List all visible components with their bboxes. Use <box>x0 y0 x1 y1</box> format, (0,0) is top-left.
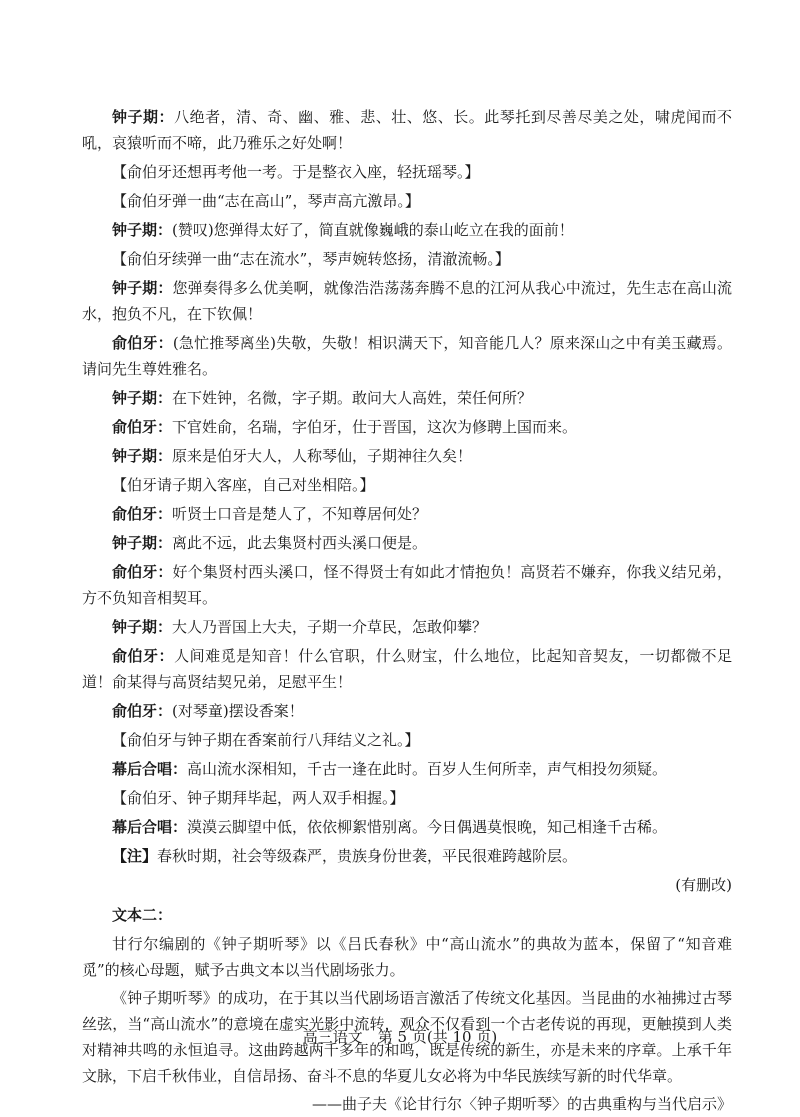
dialogue-text: 下官姓俞，名瑞，字伯牙，仕于晋国，这次为修聘上国而来。 <box>172 418 578 436</box>
dialogue-line <box>82 443 732 469</box>
essay-paragraph-2: 《钟子期听琴》的成功，在于其以当代剧场语言激活了传统文化基因。当昆曲的水袖拂过古琴丝弦，当“高山流水”的意境在虚实光影中流转，观众不仅看到一个古老传说的再现，更触摸到人类对精神共鸣的永恒追寻。这曲跨越两千多年的和鸣，既是传统的新生，亦是未来的序章。上承千年文脉，下启千秋伟业，自信昂扬、奋斗不息的华夏儿女必将为中华民族续写新的时代华章。 <box>82 989 732 1085</box>
speaker-colon: ： <box>157 505 173 523</box>
attribution: ——曲子夫《论甘行尔〈钟子期听琴〉的古典重构与当代启示》 <box>311 1095 732 1113</box>
dialogue-text: (赞叹)您弹得太好了，简直就像巍峨的泰山屹立在我的面前！ <box>172 221 574 239</box>
dialogue-line <box>82 104 732 156</box>
stage-direction <box>82 188 732 214</box>
script-text <box>82 104 732 869</box>
speaker-name: 钟子期 <box>112 618 158 636</box>
dialogue-text: 大人乃晋国上大夫，子期一介草民，怎敢仰攀？ <box>172 618 488 636</box>
speaker-colon: ： <box>172 760 188 778</box>
speaker-name: 钟子期 <box>112 221 158 239</box>
speaker-name: 钟子期 <box>112 534 158 552</box>
speaker-colon: ： <box>157 334 173 352</box>
speaker-name: 钟子期 <box>112 389 158 407</box>
dialogue-line <box>82 385 732 411</box>
footnote <box>82 843 732 869</box>
stage-direction-text: 【俞伯牙续弹一曲“志在流水”，琴声婉转悠扬，清澈流畅。】 <box>112 250 510 268</box>
dialogue-line <box>82 559 732 611</box>
dialogue-text: 好个集贤村西头溪口，怪不得贤士有如此才情抱负！高贤若不嫌弃，你我义结兄弟，方不负知音相契耳。 <box>82 563 732 607</box>
stage-direction-text: 【俞伯牙弹一曲“志在高山”，琴声高亢激昂。】 <box>112 192 420 210</box>
essay-paragraph-1: 甘行尔编剧的《钟子期听琴》以《吕氏春秋》中“高山流水”的典故为蓝本，保留了“知音难觅”的核心母题，赋予古典文本以当代剧场张力。 <box>82 935 732 979</box>
dialogue-text: 人间难觅是知音！什么官职，什么财宝，什么地位，比起知音契友，一切都微不足道！俞某得与高贤结契兄弟，足慰平生！ <box>82 647 732 691</box>
speaker-colon: ： <box>158 108 175 126</box>
stage-direction-text: 【俞伯牙还想再考他一考。于是整衣入座，轻抚瑶琴。】 <box>112 163 480 181</box>
speaker-name: 幕后合唱 <box>112 760 173 778</box>
dialogue-line <box>82 275 732 327</box>
dialogue-line <box>82 530 732 556</box>
speaker-name: 俞伯牙 <box>112 647 159 665</box>
source-note: (有删改) <box>675 876 732 894</box>
speaker-colon: ： <box>157 563 173 581</box>
stage-direction <box>82 246 732 272</box>
speaker-name: 钟子期 <box>112 447 158 465</box>
speaker-colon: ： <box>158 647 175 665</box>
speaker-name: 俞伯牙 <box>112 563 158 581</box>
speaker-colon: ： <box>157 221 173 239</box>
document-body <box>82 104 732 1117</box>
dialogue-text: 您弹奏得多么优美啊，就像浩浩荡荡奔腾不息的江河从我心中流过，先生志在高山流水，抱负不凡，在下钦佩！ <box>82 279 732 323</box>
dialogue-text: 漠漠云脚望中低，依依柳絮惜别离。今日偶遇莫恨晚，知己相逢千古稀。 <box>187 818 668 836</box>
stage-direction-text: 【俞伯牙、钟子期拜毕起，两人双手相握。】 <box>112 789 405 807</box>
speaker-colon: ： <box>157 418 173 436</box>
dialogue-line <box>82 501 732 527</box>
dialogue-line <box>82 217 732 243</box>
dialogue-text: 原来是伯牙大人，人称琴仙，子期神往久矣！ <box>172 447 473 465</box>
dialogue-text: 高山流水深相知，千古一逢在此时。百岁人生何所幸，声气相投勿须疑。 <box>187 760 668 778</box>
speaker-colon: ： <box>157 618 173 636</box>
dialogue-line <box>82 643 732 695</box>
dialogue-text: 八绝者，清、奇、幽、雅、悲、壮、悠、长。此琴托到尽善尽美之处，啸虎闻而不吼，哀猿听而不啼，此乃雅乐之好处啊！ <box>82 108 732 152</box>
dialogue-line <box>82 614 732 640</box>
speaker-name: 俞伯牙 <box>112 505 158 523</box>
footnote-text: 春秋时期，社会等级森严，贵族身份世袭，平民很难跨越阶层。 <box>157 847 578 865</box>
dialogue-text: (急忙推琴离坐)失敬，失敬！相识满天下，知音能几人？原来深山之中有美玉藏焉。请问先生尊姓雅名。 <box>82 334 732 378</box>
speaker-name: 钟子期 <box>112 279 158 297</box>
speaker-colon: ： <box>157 279 173 297</box>
dialogue-line <box>82 698 732 724</box>
stage-direction <box>82 472 732 498</box>
stage-direction-text: 【伯牙请子期入客座，自己对坐相陪。】 <box>112 476 375 494</box>
dialogue-text: 在下姓钟，名微，字子期。敢问大人高姓，荣任何所？ <box>172 389 533 407</box>
speaker-colon: ： <box>157 702 173 720</box>
speaker-name: 俞伯牙 <box>112 334 158 352</box>
dialogue-text: (对琴童)摆设香案！ <box>172 702 304 720</box>
dialogue-text: 离此不远，此去集贤村西头溪口便是。 <box>172 534 428 552</box>
speaker-colon: ： <box>157 534 173 552</box>
dialogue-line <box>82 330 732 382</box>
speaker-name: 俞伯牙 <box>112 418 158 436</box>
stage-direction <box>82 159 732 185</box>
stage-direction-text: 【俞伯牙与钟子期在香案前行八拜结义之礼。】 <box>112 731 420 749</box>
dialogue-line <box>82 414 732 440</box>
stage-direction <box>82 785 732 811</box>
text2-heading: 文本二： <box>112 906 173 924</box>
speaker-name: 钟子期 <box>112 108 159 126</box>
speaker-colon: ： <box>157 447 173 465</box>
speaker-colon: ： <box>157 389 173 407</box>
dialogue-text: 听贤士口音是楚人了，不知尊居何处？ <box>172 505 428 523</box>
dialogue-line <box>82 756 732 782</box>
footnote-tag: 【注】 <box>112 847 158 865</box>
speaker-name: 俞伯牙 <box>112 702 158 720</box>
page-footer: 高三语文 第 5 页(共 10 页) <box>302 1028 498 1046</box>
stage-direction <box>82 727 732 753</box>
dialogue-line <box>82 814 732 840</box>
speaker-name: 幕后合唱 <box>112 818 173 836</box>
speaker-colon: ： <box>172 818 188 836</box>
